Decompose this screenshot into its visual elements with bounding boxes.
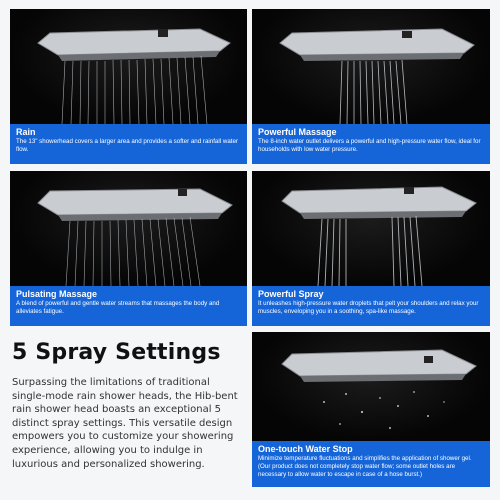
showerhead-pulsating-image	[10, 171, 247, 286]
description-paragraph: Surpassing the limitations of traditional single-mode rain shower heads, the Hib-bent rain shower head boasts an exceptional 5 distinct spray settings. This versatile design empowers you to customize your showering experience, allowing you to indulge in luxurious and personalized showering.	[12, 377, 238, 470]
caption-title: Powerful Massage	[258, 127, 337, 137]
caption-text: A blend of powerful and gentle water streams that massages the body and alleviates fatigue.	[16, 300, 220, 315]
caption-water-stop	[252, 441, 490, 487]
caption-rain	[10, 124, 247, 164]
caption-title: Rain	[16, 127, 36, 137]
page-title: 5 Spray Settings	[12, 340, 221, 365]
showerhead-spray-image	[252, 171, 490, 286]
caption-title: Pulsating Massage	[16, 289, 98, 299]
showerhead-stop-image	[252, 332, 490, 441]
showerhead-rain-image	[10, 9, 247, 124]
caption-title: One-touch Water Stop	[258, 444, 353, 454]
caption-pulsating-massage	[10, 286, 247, 326]
caption-text: Minimize temperature fluctuations and simplifies the application of shower gel. (Our product does not completely stop water flow; some outlet holes are necessary to allow water to escape in case of a hose burst.)	[258, 455, 472, 478]
caption-text: The 8-inch water outlet delivers a powerful and high-pressure water flow, ideal for households with low water pressure.	[258, 138, 481, 153]
caption-text: It unleashes high-pressure water droplets that pelt your shoulders and relax your muscles, enveloping you in a soothing, spa-like massage.	[258, 300, 479, 315]
caption-powerful-massage	[252, 124, 490, 164]
caption-text: The 13" showerhead covers a larger area and provides a softer and rainfall water flow.	[16, 138, 238, 153]
panel-rain	[10, 9, 247, 164]
caption-title: Powerful Spray	[258, 289, 324, 299]
caption-powerful-spray	[252, 286, 490, 326]
panel-pulsating-massage	[10, 171, 247, 326]
panel-water-stop	[252, 332, 490, 487]
showerhead-massage-image	[252, 9, 490, 124]
panel-powerful-massage	[252, 9, 490, 164]
panel-powerful-spray	[252, 171, 490, 326]
